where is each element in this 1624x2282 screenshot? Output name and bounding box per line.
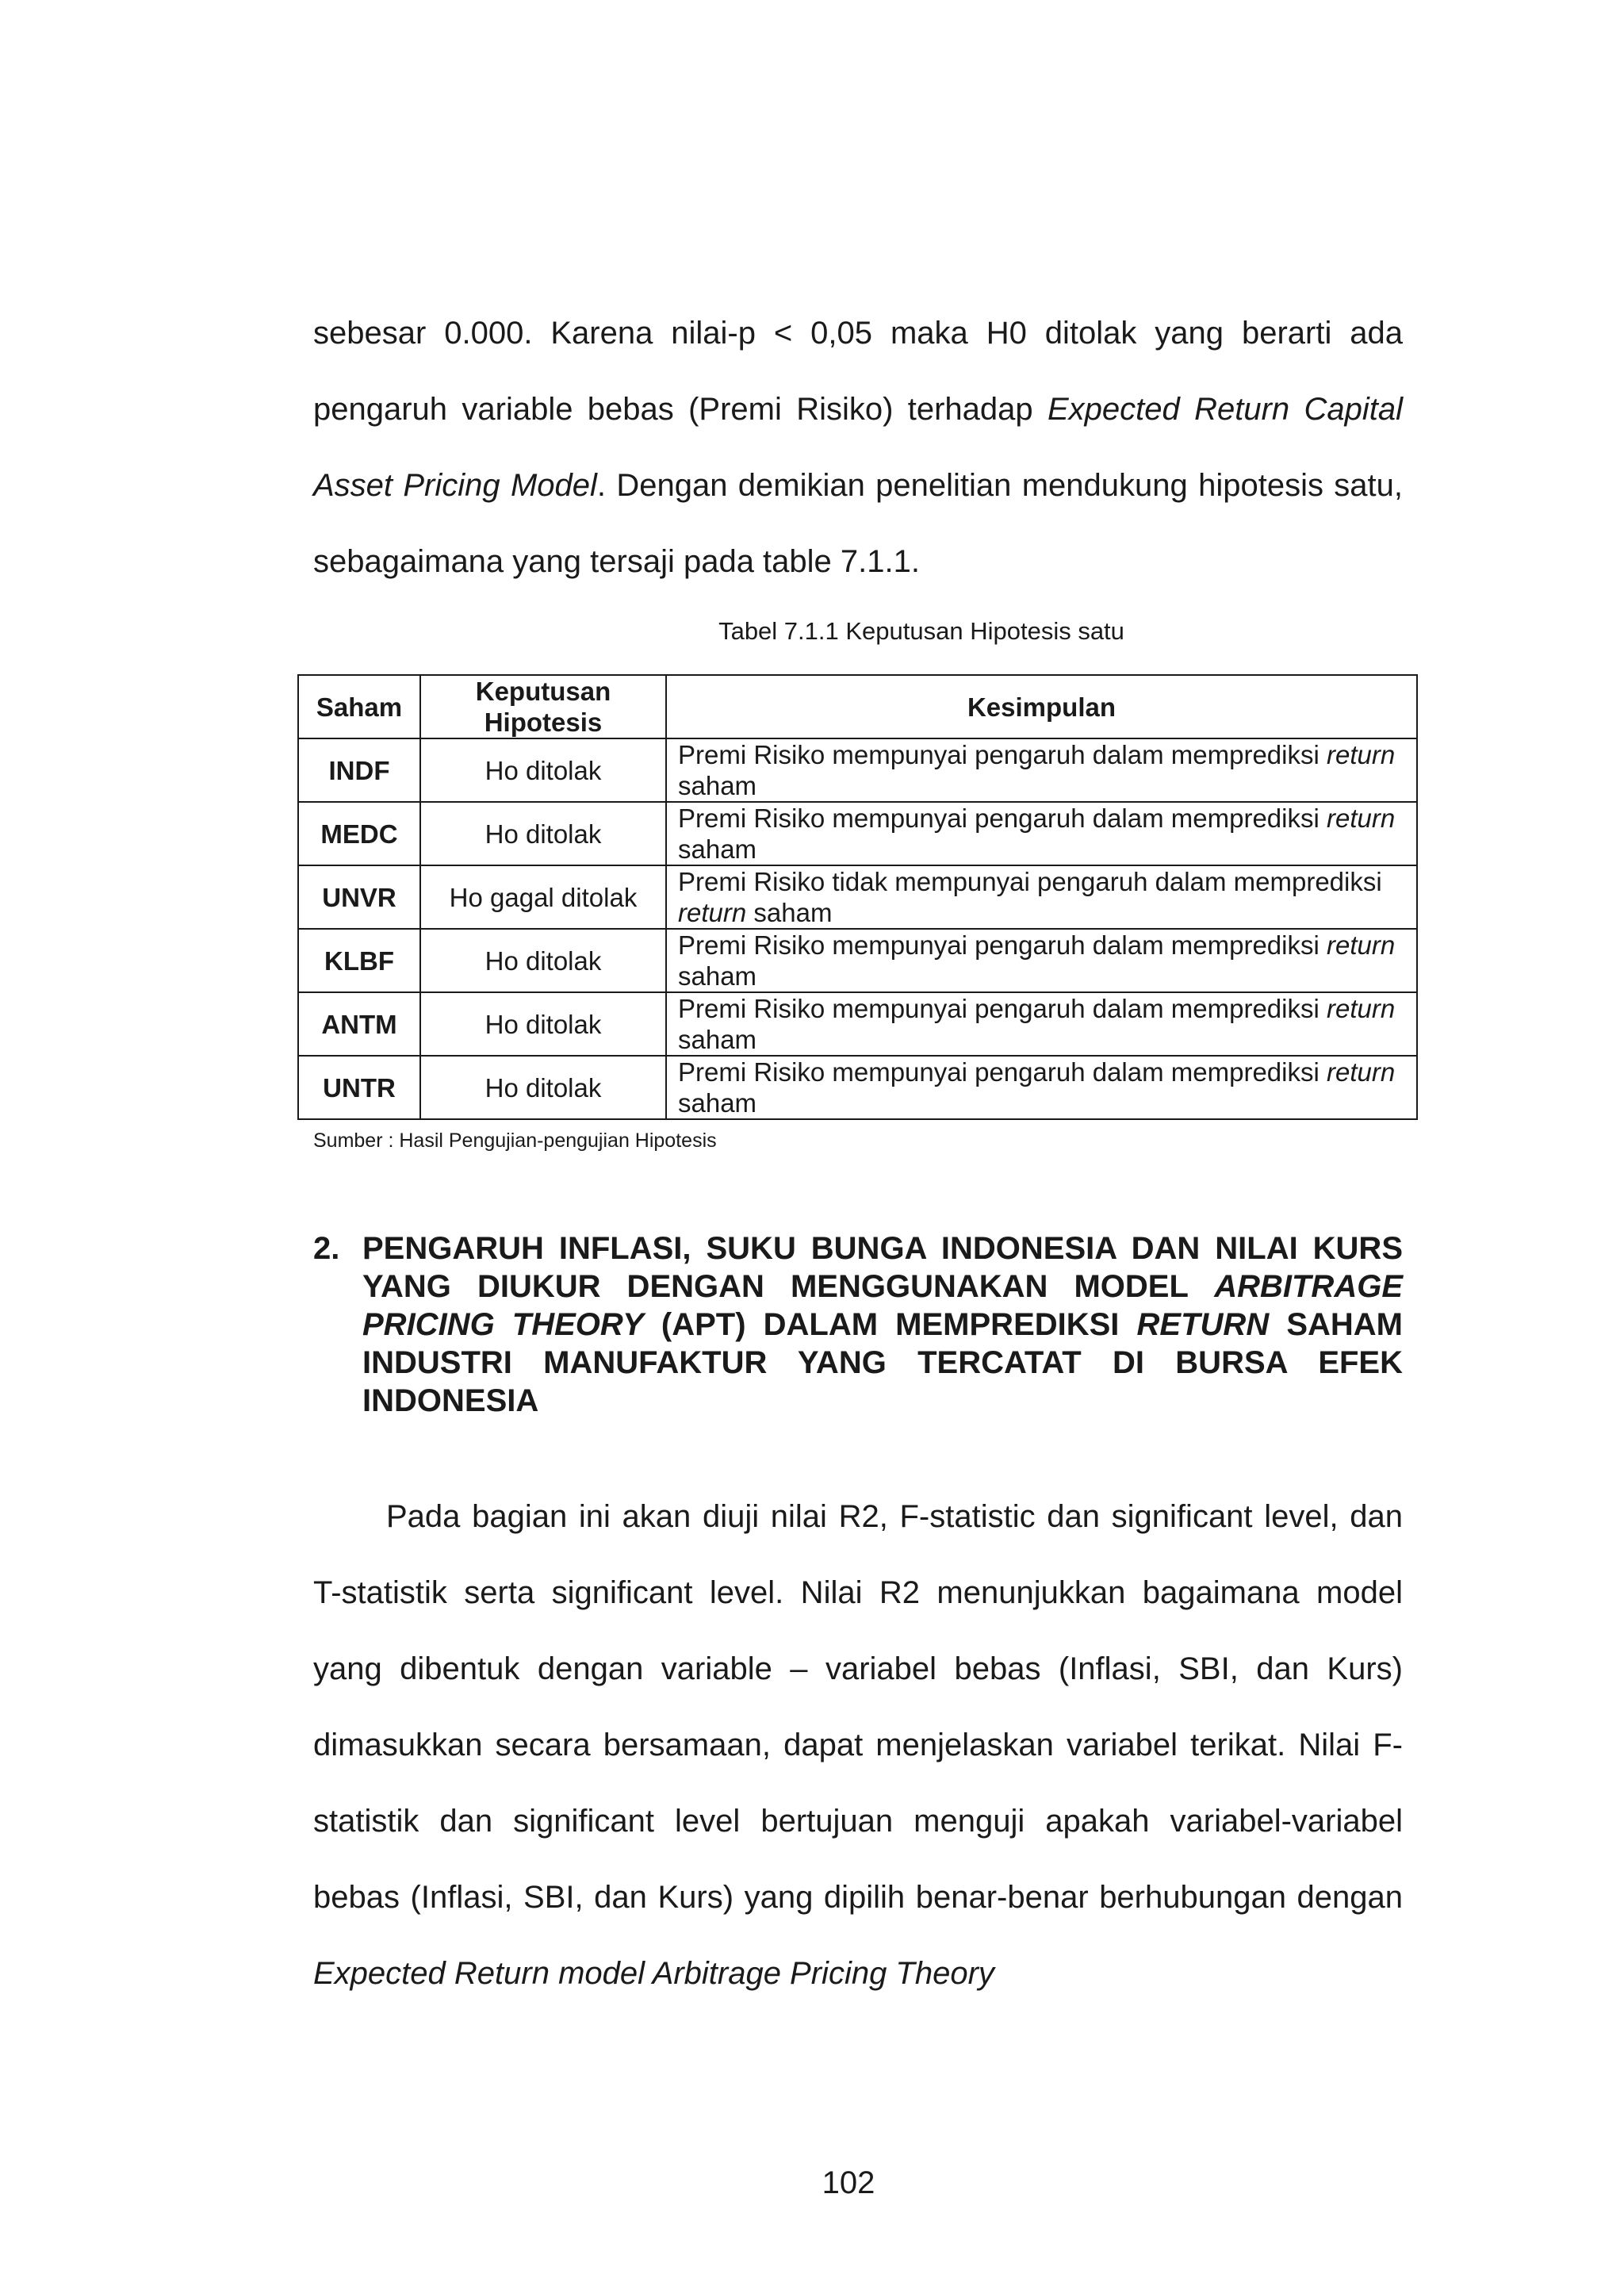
cell-keputusan: Ho ditolak bbox=[420, 802, 666, 865]
cell-saham: ANTM bbox=[298, 992, 420, 1056]
table-row bbox=[298, 929, 1417, 992]
header-saham: Saham bbox=[298, 675, 420, 738]
para1-italic-term: Expected Return Capital Asset Pricing Model bbox=[313, 392, 1403, 503]
kesimpulan-text-end: saham bbox=[678, 1025, 757, 1054]
heading-text-a: PENGARUH INFLASI, SUKU BUNGA INDONESIA DAN NILAI KURS YANG DIUKUR DENGAN MENGGUNAKAN MODEL bbox=[362, 1231, 1403, 1304]
cell-kesimpulan bbox=[666, 992, 1417, 1056]
kesimpulan-text: Premi Risiko mempunyai pengaruh dalam memprediksi bbox=[678, 930, 1327, 960]
cell-kesimpulan bbox=[666, 738, 1417, 802]
cell-saham: MEDC bbox=[298, 802, 420, 865]
table-caption: Tabel 7.1.1 Keputusan Hipotesis satu bbox=[718, 617, 1124, 645]
body-paragraph-2 bbox=[313, 1479, 1403, 2012]
kesimpulan-text: Premi Risiko mempunyai pengaruh dalam memprediksi bbox=[678, 1057, 1327, 1087]
cell-keputusan: Ho gagal ditolak bbox=[420, 865, 666, 929]
kesimpulan-text-end: saham bbox=[746, 898, 833, 927]
section-title bbox=[362, 1229, 1403, 1420]
kesimpulan-italic: return bbox=[678, 898, 747, 927]
kesimpulan-italic: return bbox=[1327, 994, 1396, 1023]
section-number: 2. bbox=[313, 1231, 340, 1266]
para1-text-a: sebesar 0.000. Karena nilai-p < 0,05 maka H0 ditolak yang berarti ada pengaruh variable bebas (Premi Risiko) terhadap bbox=[313, 316, 1403, 427]
cell-keputusan: Ho ditolak bbox=[420, 992, 666, 1056]
kesimpulan-text: Premi Risiko mempunyai pengaruh dalam memprediksi bbox=[678, 994, 1327, 1023]
kesimpulan-text-end: saham bbox=[678, 771, 757, 800]
heading-text-b: (APT) DALAM MEMPREDIKSI bbox=[643, 1307, 1137, 1342]
table-row bbox=[298, 1056, 1417, 1119]
cell-saham: KLBF bbox=[298, 929, 420, 992]
heading-italic-b: RETURN bbox=[1136, 1307, 1270, 1342]
cell-kesimpulan bbox=[666, 929, 1417, 992]
cell-kesimpulan bbox=[666, 1056, 1417, 1119]
kesimpulan-text: Premi Risiko mempunyai pengaruh dalam memprediksi bbox=[678, 740, 1327, 769]
cell-keputusan: Ho ditolak bbox=[420, 929, 666, 992]
cell-saham: UNVR bbox=[298, 865, 420, 929]
kesimpulan-italic: return bbox=[1327, 803, 1396, 833]
kesimpulan-italic: return bbox=[1327, 930, 1396, 960]
para1-text-b: . Dengan demikian penelitian mendukung hipotesis satu, sebagaimana yang tersaji pada table 7.1.1. bbox=[313, 468, 1403, 579]
header-keputusan: Keputusan Hipotesis bbox=[420, 675, 666, 738]
kesimpulan-text: Premi Risiko mempunyai pengaruh dalam memprediksi bbox=[678, 803, 1327, 833]
kesimpulan-italic: return bbox=[1327, 740, 1396, 769]
table-row bbox=[298, 802, 1417, 865]
cell-keputusan: Ho ditolak bbox=[420, 1056, 666, 1119]
table-row bbox=[298, 992, 1417, 1056]
hypothesis-table bbox=[297, 674, 1418, 1120]
para2-text-a: Pada bagian ini akan diuji nilai R2, F-statistic dan significant level, dan T-statistik serta significant level. Nilai R2 menunjukkan bagaimana model yang dibentuk dengan variable – variabel bebas (Inflasi, SBI, dan Kurs) dimasukkan secara bersamaan, dapat menjelaskan variabel terikat. Nilai F-statistik dan significant level bertujuan menguji apakah variabel-variabel bebas (Inflasi, SBI, dan Kurs) yang dipilih benar-benar berhubungan dengan bbox=[313, 1499, 1403, 1915]
table-source-note: Sumber : Hasil Pengujian-pengujian Hipotesis bbox=[313, 1129, 717, 1152]
kesimpulan-italic: return bbox=[1327, 1057, 1396, 1087]
cell-saham: UNTR bbox=[298, 1056, 420, 1119]
kesimpulan-text-end: saham bbox=[678, 834, 757, 864]
heading-text-c: SAHAM INDUSTRI MANUFAKTUR YANG TERCATAT DI BURSA EFEK INDONESIA bbox=[362, 1307, 1403, 1418]
page-number: 102 bbox=[822, 2165, 875, 2200]
cell-keputusan: Ho ditolak bbox=[420, 738, 666, 802]
cell-kesimpulan bbox=[666, 865, 1417, 929]
cell-kesimpulan bbox=[666, 802, 1417, 865]
para2-italic-term: Expected Return model Arbitrage Pricing Theory bbox=[313, 1956, 994, 1991]
table-header-row bbox=[298, 675, 1417, 738]
heading-italic-a: ARBITRAGE PRICING THEORY bbox=[362, 1269, 1403, 1342]
kesimpulan-text-end: saham bbox=[678, 1088, 757, 1118]
body-paragraph-1 bbox=[313, 295, 1403, 600]
cell-saham: INDF bbox=[298, 738, 420, 802]
section-heading bbox=[313, 1229, 1403, 1420]
kesimpulan-text: Premi Risiko tidak mempunyai pengaruh dalam memprediksi bbox=[678, 867, 1382, 896]
header-kesimpulan: Kesimpulan bbox=[666, 675, 1417, 738]
table-row bbox=[298, 865, 1417, 929]
table-row bbox=[298, 738, 1417, 802]
kesimpulan-text-end: saham bbox=[678, 961, 757, 991]
